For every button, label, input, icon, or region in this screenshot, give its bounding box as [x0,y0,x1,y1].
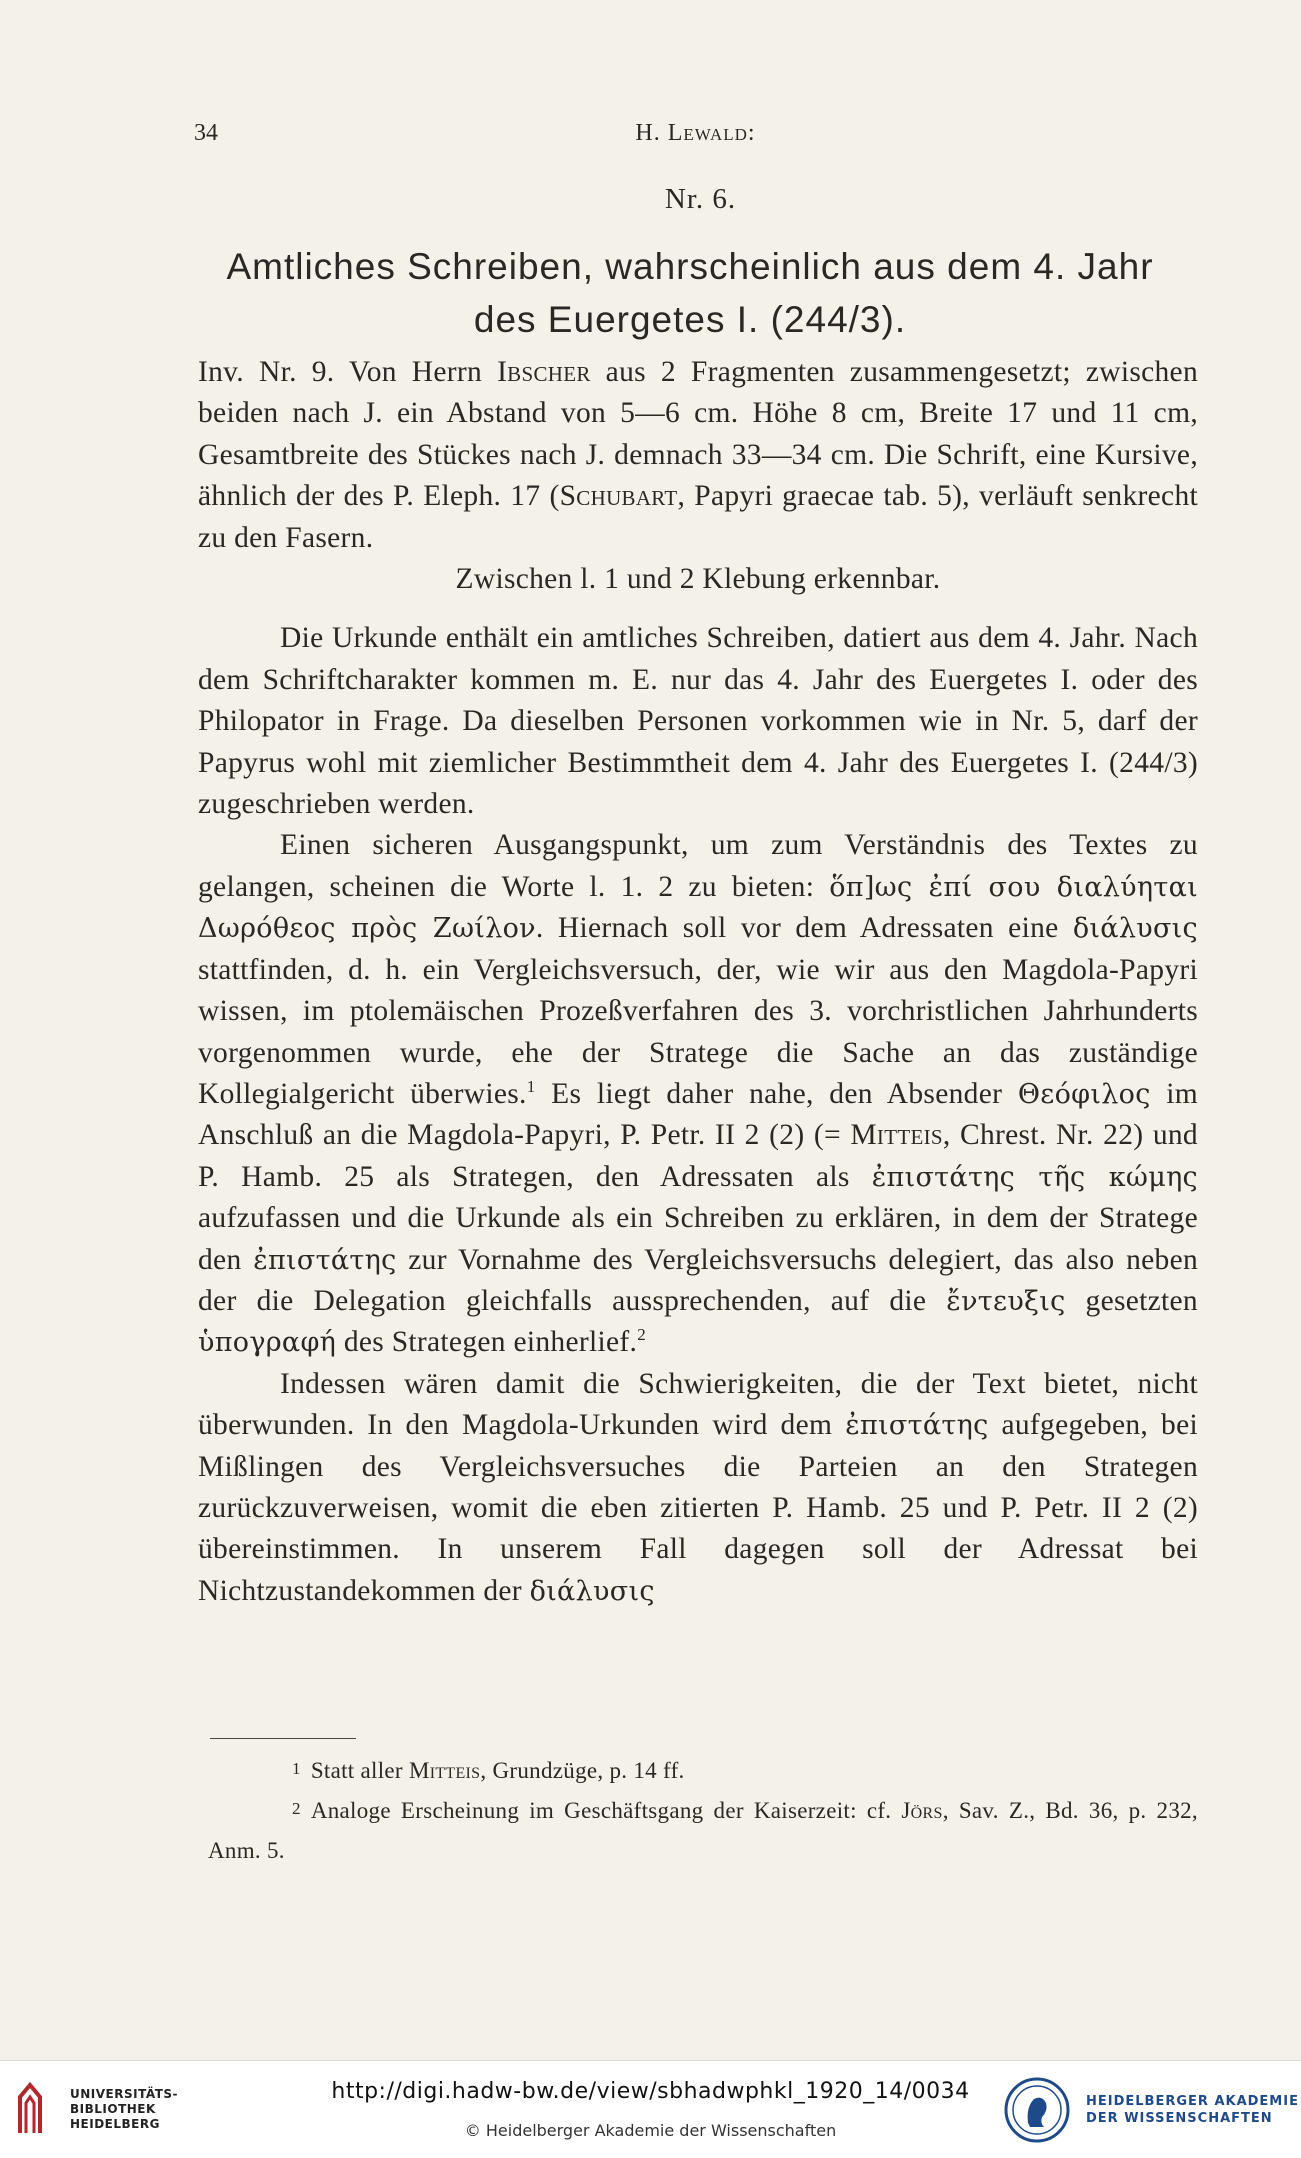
footnote-2: 2 Analoge Erscheinung im Geschäftsgang der Kaiserzeit: cf. Jörs, Sav. Z., Bd. 36, p. 232, Anm. 5. [208,1798,1198,1863]
footnote-ref-2: 2 [637,1325,646,1345]
viewer-footer [0,2060,1301,2158]
footnote-divider [210,1738,356,1739]
document-number: Nr. 6. [664,183,737,215]
paragraph-2: Einen sicheren Ausgangspunkt, um zum Verständnis des Textes zu gelangen, scheinen die Worte l. 1. 2 zu bieten: ὅπ]ως ἐπί σου διαλύηται Δωρόθεος πρὸς Ζωίλον. Hiernach soll vor dem Adressaten eine διάλυσις stattfinden, d. h. ein Vergleichsversuch, der, wie wir aus den Magdola-Papyri wissen, im ptolemäischen Prozeßverfahren des 3. vorchristlichen Jahrhunderts vorgenommen wurde, ehe der Stratege die Sache an das zuständige Kollegialgericht überwies.$^1$ Es liegt daher nahe, den Absender Θεόφιλος im Anschluß an die Magdola-Papyri, P. Petr. II 2 (2) (= Mitteis, Chrest. Nr. 22) und P. Hamb. 25 als Strategen, den Adressaten als ἐπιστάτης τῆς κώμης aufzufassen und die Urkunde als ein Schreiben zu erklären, in dem der Stratege den ἐπιστάτης zur Vornahme des Vergleichsversuchs delegiert, das also neben der die Delegation gleichfalls aussprechenden, auf die ἔντευξις gesetzten ὑπογραφή des Strategen einherlief.$^2$ [198,829,1199,1359]
permalink-url[interactable]: http://digi.hadw-bw.de/view/sbhadwphkl_1920_14/0034 [331,2079,970,2104]
footnote-1: 1 Statt aller Mitteis, Grundzüge, p. 14 ff. [292,1758,685,1783]
body-text [198,352,1198,1612]
inventory-description: Inv. Nr. 9. Von Herrn Ibscher aus 2 Fragmenten zusammengesetzt; zwischen beiden nach J. ein Abstand von 5—6 cm. Höhe 8 cm, Breite 17 und 11 cm, Gesamtbreite des Stückes nach J. demnach 33—34 cm. Die Schrift, eine Kursive, ähnlich der des P. Eleph. 17 (Schubart, Papyri graecae tab. 5), verläuft senkrecht zu den Fasern. Zwischen l. 1 und 2 Klebung erkennbar. [198,352,1198,600]
running-head: H. Lewald: [635,120,756,146]
document-title [190,240,1190,346]
paragraph-1: Die Urkunde enthält ein amtliches Schreiben, datiert aus dem 4. Jahr. Nach dem Schriftcharakter kommen m. E. nur das 4. Jahr des Euergetes I. oder des Philopator in Frage. Da dieselben Personen vorkommen wie in Nr. 5, darf der Papyrus wohl mit ziemlicher Bestimmtheit dem 4. Jahr des Euergetes I. (244/3) zugeschrieben werden. [198,622,1198,821]
university-library-name[interactable]: UNIVERSITÄTS- BIBLIOTHEK HEIDELBERG [70,2087,179,2131]
academy-name[interactable]: HEIDELBERGER AKADEMIE DER WISSENSCHAFTEN [1086,2094,1299,2126]
page-number: 34 [194,120,218,146]
copyright-notice: © Heidelberger Akademie der Wissenschaften [464,2121,837,2140]
academy-seal-icon[interactable] [1004,2077,1070,2143]
footnote-ref-1: 1 [526,1077,536,1097]
title-line-2: des Euergetes I. (244/3). [473,299,907,340]
title-line-1: Amtliches Schreiben, wahrscheinlich aus dem 4. Jahr [226,246,1154,287]
paragraph-3: Indessen wären damit die Schwierigkeiten, die der Text bietet, nicht überwunden. In den Magdola-Urkunden wird dem ἐπιστάτης aufgegeben, bei Mißlingen des Vergleichsversuches die Parteien an den Strategen zurückzuverweisen, womit die eben zitierten P. Hamb. 25 und P. Petr. II 2 (2) übereinstimmen. In unserem Fall dagegen soll der Adressat bei Nichtzustandekommen der διάλυσις [198,1367,1198,1607]
footnotes [208,1752,1198,1870]
intro-last-line: Zwischen l. 1 und 2 Klebung erkennbar. [455,563,941,596]
page-header [190,120,1201,160]
